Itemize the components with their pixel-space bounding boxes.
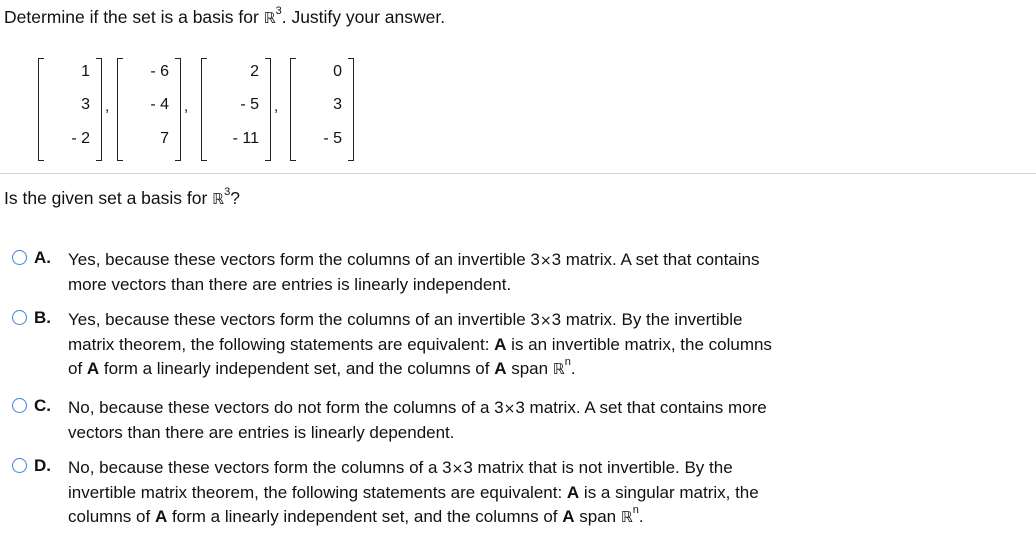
times-symbol: × — [503, 401, 516, 417]
vector-entry: - 11 — [232, 130, 259, 147]
right-bracket — [265, 58, 271, 161]
option-line: form a linearly independent set, and the columns of — [167, 507, 563, 526]
times-symbol: × — [539, 313, 552, 329]
vector-separator: , — [184, 98, 189, 115]
real-space-symbol: ℝ — [552, 360, 565, 378]
vector-entry: 7 — [160, 130, 169, 147]
matrix-a-label: A — [494, 359, 507, 378]
left-bracket — [201, 58, 207, 161]
vector-set — [38, 58, 378, 163]
radio-button[interactable] — [12, 310, 27, 325]
vector-separator: , — [274, 98, 279, 115]
option-line: 3 matrix. A set that contains more — [515, 398, 767, 417]
option-letter: A. — [34, 248, 51, 267]
radio-button[interactable] — [12, 250, 27, 265]
option-line: is a singular matrix, the — [579, 483, 759, 502]
times-symbol: × — [451, 461, 464, 477]
option-line: Yes, because these vectors form the columns of an invertible 3 — [68, 250, 540, 269]
option-line: 3 matrix. A set that contains — [551, 250, 760, 269]
radio-button[interactable] — [12, 458, 27, 473]
vector-entry: 3 — [333, 96, 342, 113]
vector-entry: - 2 — [71, 130, 90, 147]
option-line: 3 matrix. By the invertible — [551, 310, 743, 329]
option-line: form a linearly independent set, and the columns of — [99, 359, 495, 378]
option-text — [68, 456, 898, 529]
option-line: No, because these vectors do not form the columns of a 3 — [68, 398, 504, 417]
vector-3 — [201, 58, 271, 163]
vector-separator: , — [105, 98, 110, 115]
prompt-text-end: ? — [230, 188, 240, 208]
option-text — [68, 248, 898, 297]
section-divider — [0, 173, 1036, 174]
question-text: Determine if the set is a basis for — [4, 7, 264, 27]
vector-4 — [290, 58, 354, 163]
vector-2 — [117, 58, 181, 163]
option-line-end: . — [638, 507, 644, 526]
real-space-symbol: ℝ — [620, 508, 633, 526]
option-line: is an invertible matrix, the columns — [506, 335, 772, 354]
dimension-superscript: n — [632, 504, 639, 517]
left-bracket — [290, 58, 296, 161]
option-text — [68, 396, 898, 445]
dimension-superscript: n — [564, 356, 571, 369]
matrix-a-label: A — [86, 359, 100, 378]
option-line-end: . — [570, 359, 576, 378]
matrix-a-label: A — [494, 335, 507, 354]
real-space-symbol: ℝ — [263, 9, 276, 27]
option-line: No, because these vectors form the columns of a 3 — [68, 458, 452, 477]
vector-entry: - 6 — [150, 63, 169, 80]
dimension-superscript: 3 — [275, 5, 282, 18]
option-line: matrix theorem, the following statements are equivalent: — [68, 335, 495, 354]
option-line: Yes, because these vectors form the columns of an invertible 3 — [68, 310, 540, 329]
vector-entry: - 5 — [240, 96, 259, 113]
option-line: invertible matrix theorem, the following statements are equivalent: — [68, 483, 567, 502]
vector-entry: 3 — [81, 96, 90, 113]
real-space-symbol: ℝ — [212, 190, 225, 208]
option-line: span — [574, 507, 621, 526]
option-letter: D. — [34, 456, 51, 475]
option-line: columns of — [68, 507, 155, 526]
vector-entry: - 5 — [323, 130, 342, 147]
left-bracket — [117, 58, 123, 161]
radio-button[interactable] — [12, 398, 27, 413]
vector-1 — [38, 58, 102, 163]
prompt-text: Is the given set a basis for — [4, 188, 213, 208]
right-bracket — [96, 58, 102, 161]
vector-entry: 0 — [333, 63, 342, 80]
option-letter: C. — [34, 396, 51, 415]
vector-entry: 2 — [250, 63, 259, 80]
right-bracket — [175, 58, 181, 161]
option-line: span — [506, 359, 553, 378]
vector-entry: 1 — [81, 63, 90, 80]
vector-entry: - 4 — [150, 96, 169, 113]
option-line: 3 matrix that is not invertible. By the — [463, 458, 733, 477]
option-letter: B. — [34, 308, 51, 327]
matrix-a-label: A — [154, 507, 168, 526]
option-line: vectors than there are entries is linearly dependent. — [68, 423, 455, 442]
matrix-a-label: A — [562, 507, 575, 526]
left-bracket — [38, 58, 44, 161]
option-line: of — [68, 359, 87, 378]
right-bracket — [348, 58, 354, 161]
basis-prompt — [4, 188, 240, 209]
times-symbol: × — [539, 253, 552, 269]
option-line: more vectors than there are entries is linearly independent. — [68, 275, 512, 294]
matrix-a-label: A — [566, 483, 580, 502]
option-text — [68, 308, 898, 381]
question-title — [4, 7, 445, 28]
question-text-end: . Justify your answer. — [281, 7, 446, 27]
dimension-superscript: 3 — [224, 186, 231, 199]
